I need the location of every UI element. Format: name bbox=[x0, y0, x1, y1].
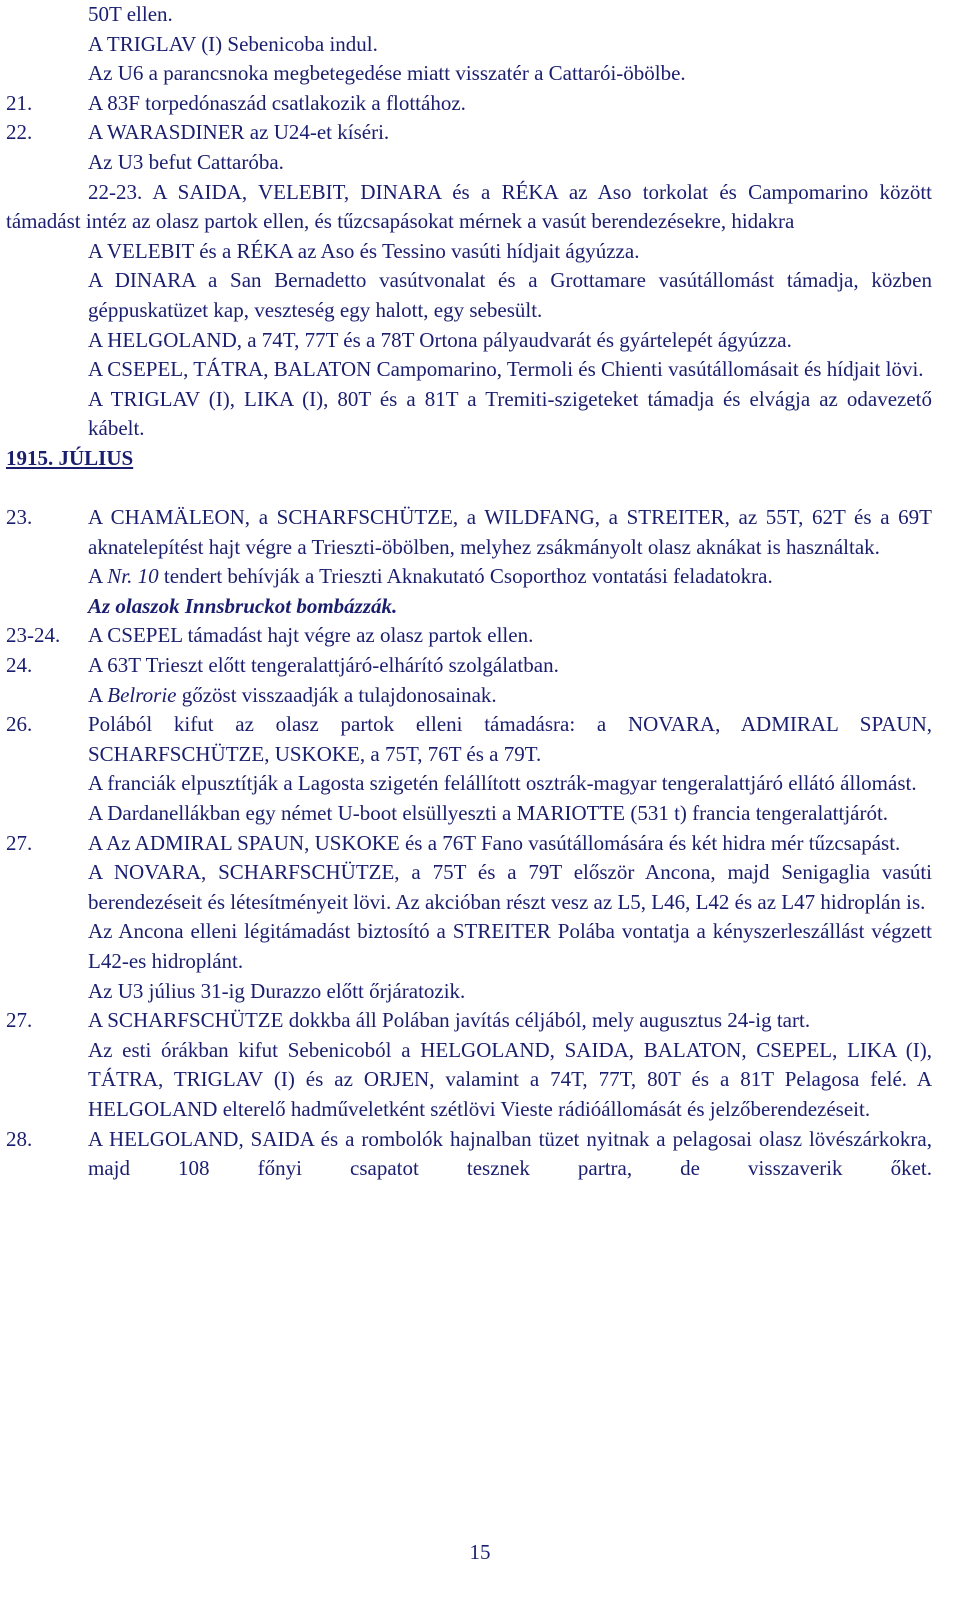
entry-date: 22-23. bbox=[88, 179, 143, 204]
paragraph: Az U3 július 31-ig Durazzo előtt őrjáratozik. bbox=[88, 978, 466, 1003]
entry-26 bbox=[0, 710, 960, 828]
entry-22-23 bbox=[0, 178, 960, 444]
spacer bbox=[0, 474, 960, 504]
entry-27 bbox=[0, 829, 960, 1007]
text-line: A WARASDINER az U24-et kíséri. bbox=[88, 120, 390, 145]
paragraph: A SCHARFSCHÜTZE dokkba áll Polában javítás céljából, mely augusztus 24-ig tart. bbox=[88, 1008, 811, 1033]
paragraph: A CSEPEL támadást hajt végre az olasz partok ellen. bbox=[88, 623, 534, 648]
entry-date: 24. bbox=[6, 653, 33, 678]
paragraph: A Dardanellákban egy német U-boot elsüllyeszti a MARIOTTE (531 t) francia tengeralattjárót. bbox=[88, 801, 889, 826]
paragraph: A HELGOLAND, a 74T, 77T és a 78T Ortona pályaudvarát és gyártelepét ágyúzza. bbox=[88, 327, 792, 352]
paragraph: A 63T Trieszt előtt tengeralattjáró-elhárító szolgálatban. bbox=[88, 653, 559, 678]
entry-date: 22. bbox=[6, 120, 33, 145]
paragraph: A DINARA a San Bernadetto vasútvonalat és a Grottamare vasútállomást támadja, közben géppuskatüzet kap, veszteség egy halott, egy sebesült. bbox=[88, 268, 932, 322]
paragraph: Az Ancona elleni légitámadást biztosító a STREITER Polába vontatja a kényszerleszállást végzett L42-es hidroplánt. bbox=[88, 919, 932, 973]
continued-entry bbox=[0, 0, 960, 89]
entry-date: 23. bbox=[6, 505, 33, 530]
entry-date: 23-24. bbox=[6, 623, 61, 648]
paragraph: A NOVARA, SCHARFSCHÜTZE, a 75T és a 79T először Ancona, majd Senigaglia vasúti berendezéseit és létesítményeit lövi. Az akcióban részt vesz az L5, L46, L42 és az L47 hidroplán is. bbox=[88, 860, 932, 914]
entry-23 bbox=[0, 503, 960, 621]
text-line: Az U6 a parancsnoka megbetegedése miatt visszatér a Cattarói-öbölbe. bbox=[88, 61, 686, 86]
emphasis-line: Az olaszok Innsbruckot bombázzák. bbox=[88, 593, 398, 618]
ship-name: Nr. 10 bbox=[107, 564, 159, 589]
paragraph: Az esti órákban kifut Sebenicoból a HELGOLAND, SAIDA, BALATON, CSEPEL, LIKA (I), TÁTRA, TRIGLAV (I) és az ORJEN, valamint a 74T, 77T, 80T és a 81T Pelagosa felé. A HELGOLAND elterelő hadműveletként szétlövi Vieste rádióállomását és jelzőberendezéseit. bbox=[88, 1037, 932, 1121]
entry-22 bbox=[0, 118, 960, 177]
paragraph: A Az ADMIRAL SPAUN, USKOKE és a 76T Fano vasútállomására és két hidra mér tűzcsapást. bbox=[88, 830, 901, 855]
section-heading: 1915. JÚLIUS bbox=[6, 445, 134, 470]
entry-date: 27. bbox=[6, 1008, 33, 1033]
paragraph: A Belrorie gőzöst visszaadják a tulajdonosainak. bbox=[88, 682, 497, 707]
entry-date: 26. bbox=[6, 712, 33, 737]
ship-name: Belrorie bbox=[107, 682, 177, 707]
page-number: 15 bbox=[469, 1540, 491, 1564]
entry-28 bbox=[0, 1125, 960, 1184]
entry-23-24 bbox=[0, 621, 960, 651]
paragraph: A CSEPEL, TÁTRA, BALATON Campomarino, Termoli és Chienti vasútállomásait és hídjait lövi. bbox=[88, 357, 924, 382]
entry-24 bbox=[0, 651, 960, 710]
paragraph: A CHAMÄLEON, a SCHARFSCHÜTZE, a WILDFANG, a STREITER, az 55T, 62T és a 69T aknatelepítést hajt végre a Trieszti-öbölben, melyhez zsákmányolt olasz aknákat is használtak. bbox=[88, 505, 932, 559]
paragraph: A TRIGLAV (I), LIKA (I), 80T és a 81T a Tremiti-szigeteket támadja és elvágja az odavezető kábelt. bbox=[88, 386, 932, 441]
text-line: Az U3 befut Cattaróba. bbox=[88, 149, 284, 174]
paragraph: Polából kifut az olasz partok elleni támadásra: a NOVARA, ADMIRAL SPAUN, SCHARFSCHÜTZE, USKOKE, a 75T, 76T és a 79T. bbox=[88, 712, 932, 766]
text-line: 50T ellen. bbox=[88, 2, 173, 26]
entry-27-second bbox=[0, 1006, 960, 1124]
paragraph: A franciák elpusztítják a Lagosta szigetén felállított osztrák-magyar tengeralattjáró ellátó állomást. bbox=[88, 771, 917, 796]
paragraph: 22-23. A SAIDA, VELEBIT, DINARA és a RÉKA az Aso torkolat és Campomarino között támadást intéz az olasz partok ellen, és tűzcsapásokat mérnek a vasút berendezésekre, hidakra bbox=[6, 179, 932, 234]
entry-date: 21. bbox=[6, 90, 33, 115]
paragraph: A HELGOLAND, SAIDA és a rombolók hajnalban tüzet nyitnak a pelagosai olasz lövészárkokra, majd 108 főnyi csapatot tesznek partra, de visszaverik őket. bbox=[88, 1126, 932, 1181]
entry-date: 28. bbox=[6, 1126, 33, 1151]
text-line: A 83F torpedónaszád csatlakozik a flottához. bbox=[88, 90, 466, 115]
paragraph: A Nr. 10 tendert behívják a Trieszti Aknakutató Csoporthoz vontatási feladatokra. bbox=[88, 564, 773, 589]
entry-21 bbox=[0, 89, 960, 119]
entry-date: 27. bbox=[6, 830, 33, 855]
text-line: A TRIGLAV (I) Sebenicoba indul. bbox=[88, 31, 378, 56]
paragraph: A VELEBIT és a RÉKA az Aso és Tessino vasúti hídjait ágyúzza. bbox=[88, 238, 640, 263]
